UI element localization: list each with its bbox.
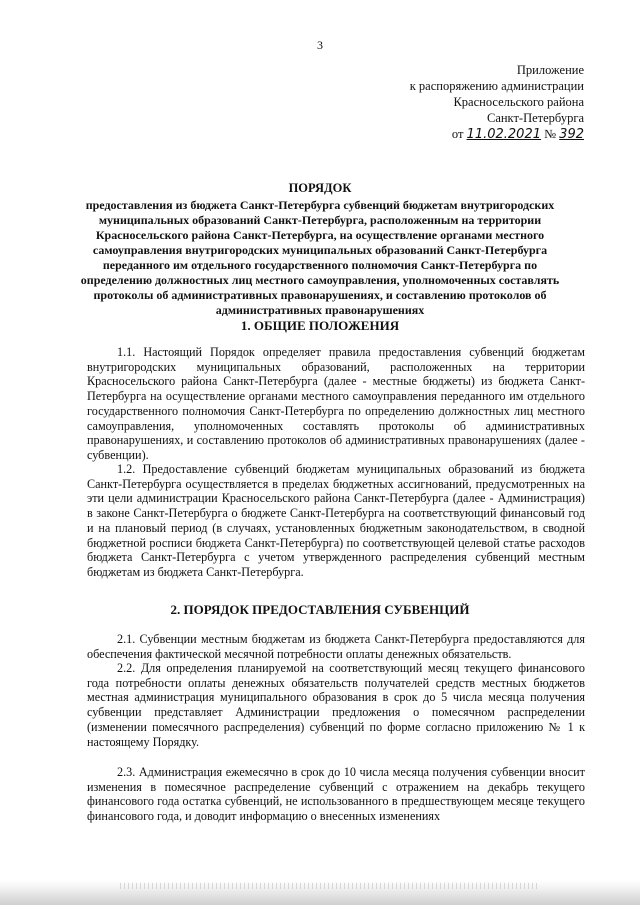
section1-paragraph2: 1.2. Предоставление субвенций бюджетам муниципальных образований из бюджета Санкт-Петербурга осуществляется в пределах бюджетных ассигнований, предусмотренных на эти цели администрации Красносельского района Санкт-Петербурга (далее - Администрация) в законе Санкт-Петербурга о бюджете Санкт-Петербурга на соответствующий финансовый год и на плановый период (в случаях, установленных бюджетным законодательством, в сводной бюджетной росписи бюджета Санкт-Петербурга) по соответствующей целевой статье расходов бюджета Санкт-Петербурга с учетом утвержденного распределения субвенций местным бюджетам из бюджета Санкт-Петербурга.	[87, 462, 585, 579]
title-heading: ПОРЯДОК	[288, 181, 352, 195]
section2-paragraph3: 2.3. Администрация ежемесячно в срок до 10 числа месяца получения субвенции вносит изменения в помесячное распределение субвенций с отражением на декабрь текущего финансового года остатка субвенций, не использованного в предшествующем месяце текущего финансового года, и доводит информацию о внесенных изменениях	[87, 765, 585, 824]
page-number: 3	[317, 38, 323, 52]
order-number: 392	[559, 127, 584, 142]
appendix-line2: к распоряжению администрации	[409, 79, 584, 93]
appendix-line4: Санкт-Петербурга	[486, 111, 584, 125]
section1-paragraph1: 1.1. Настоящий Порядок определяет правила предоставления субвенций бюджетам внутригородских муниципальных образований, расположенных на территории Красносельского района Санкт-Петербурга (далее - местные бюджеты) из бюджета Санкт-Петербурга на осуществление органами местного самоуправления переданного им отдельного государственного полномочия Санкт-Петербурга по определению должностных лиц местного самоуправления, уполномоченных составлять протоколы об административных правонарушениях, и составлению протоколов об административных правонарушениях (далее - субвенции).	[87, 345, 585, 462]
section2-paragraph2: 2.2. Для определения планируемой на соответствующий месяц текущего финансового года потребности оплаты денежных обязательств получателей средств местных бюджетов местная администрация муниципального образования в срок до 5 числа месяца получения субвенции представляет Администрации предложения о помесячном распределении (изменении помесячного распределения) субвенций по форме согласно приложению № 1 к настоящему Порядку.	[87, 661, 585, 749]
document-title	[80, 181, 560, 318]
number-prefix: №	[544, 127, 557, 141]
order-date: 11.02.2021	[466, 127, 541, 142]
title-body: предоставления из бюджета Санкт-Петербурга субвенций бюджетам внутригородских муниципальных образований Санкт-Петербурга, расположенным на территории Красносельского района Санкт-Петербурга, на осуществление органами местного самоуправления внутригородских муниципальных образований Санкт-Петербурга переданного им отдельного государственного полномочия Санкт-Петербурга по определению должностных лиц местного самоуправления, уполномоченных составлять протоколы об административных правонарушениях, и составлению протоколов об административных правонарушениях	[80, 198, 560, 317]
section2-heading: 2. ПОРЯДОК ПРЕДОСТАВЛЕНИЯ СУБВЕНЦИЙ	[170, 602, 470, 617]
scan-noise	[120, 883, 540, 889]
appendix-line3: Красносельского района	[453, 95, 584, 109]
appendix-line1: Приложение	[516, 63, 584, 77]
date-prefix: от	[451, 127, 464, 141]
appendix-block	[410, 62, 584, 143]
section2-paragraph1: 2.1. Субвенции местным бюджетам из бюджета Санкт-Петербурга предоставляются для обеспечения фактической месячной потребности оплаты денежных обязательств.	[87, 632, 585, 661]
appendix-date-line	[410, 126, 584, 143]
section1-heading: 1. ОБЩИЕ ПОЛОЖЕНИЯ	[240, 318, 400, 333]
